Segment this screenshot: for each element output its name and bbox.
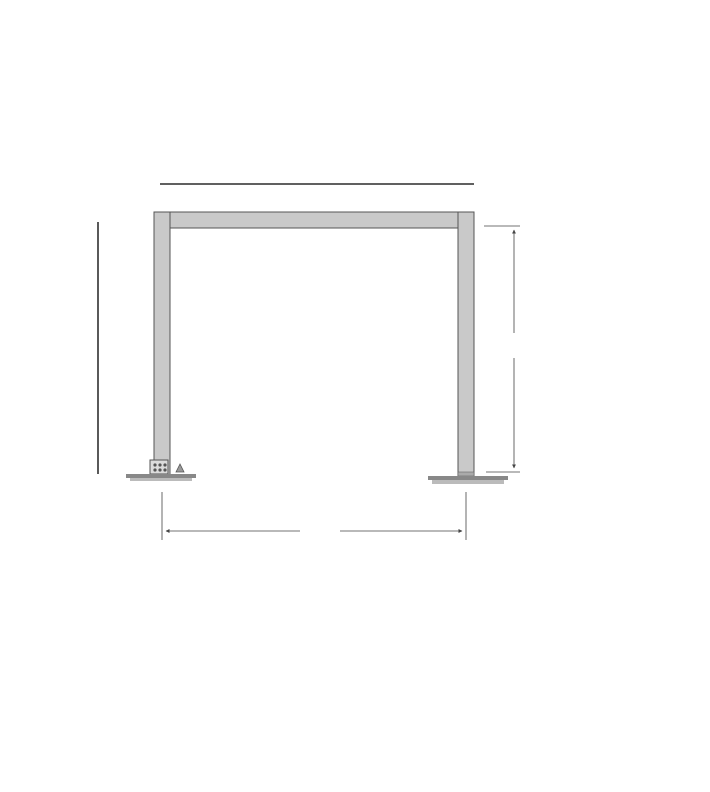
frame-interior	[170, 228, 458, 478]
dimension-height	[484, 226, 520, 472]
member-bc	[154, 212, 474, 228]
question-item	[40, 707, 66, 727]
member-cd	[458, 212, 474, 476]
question-item	[40, 750, 66, 770]
member-ab	[154, 212, 170, 476]
dimension-width	[162, 492, 466, 540]
frame-members	[154, 212, 474, 478]
question-item	[40, 665, 66, 685]
question-item	[40, 622, 66, 642]
question-list	[40, 622, 66, 792]
